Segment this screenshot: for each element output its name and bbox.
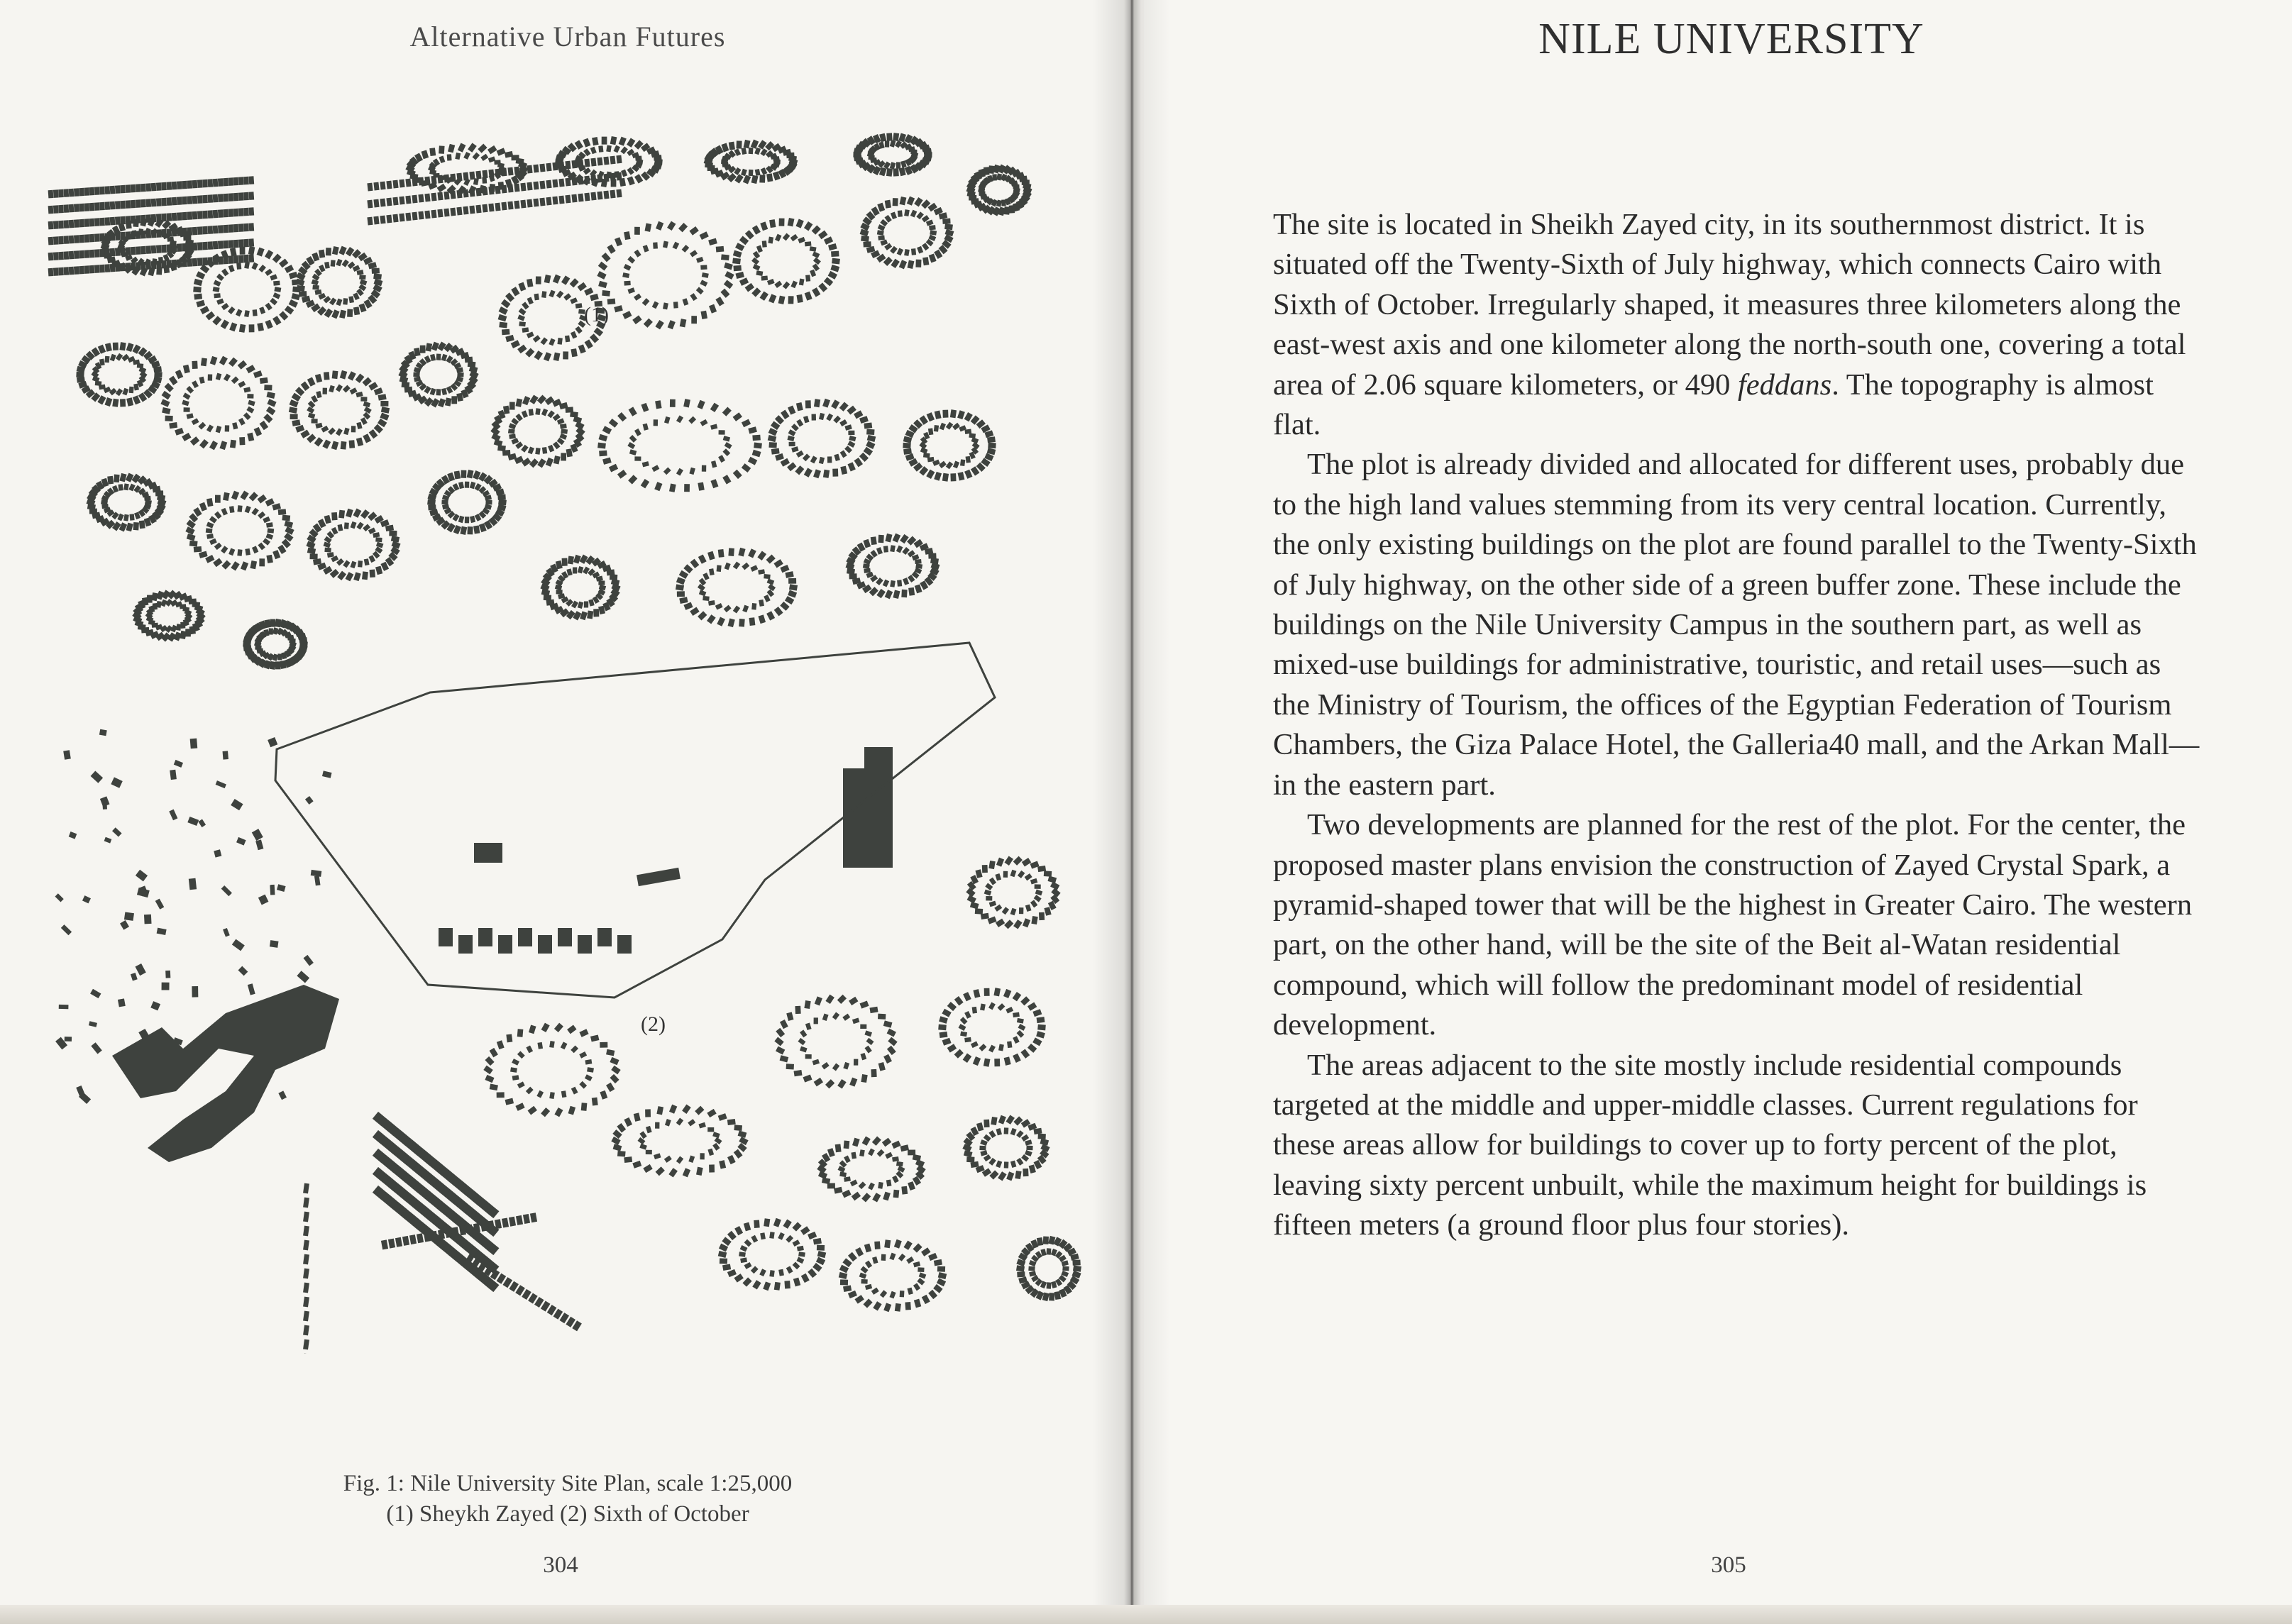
body-paragraph: Two developments are planned for the rest of the plot. For the center, the proposed master plans envision the construction of Zayed Crystal Spark, a pyramid-shaped tower that will be the highest in Greater Cairo. The western part, on the other hand, will be the site of the Beit al-Watan residential compound, which will follow the predominant model of residential development. (1273, 808, 2193, 1042)
book-gutter (1093, 0, 1171, 1624)
chapter-title: NILE UNIVERSITY (1538, 15, 1924, 63)
site-plan-map (41, 105, 1083, 1354)
page-bottom-edge (0, 1605, 2292, 1624)
page-number-right: 305 (1711, 1552, 1746, 1578)
caption-line-1: Fig. 1: Nile University Site Plan, scale 1:25,000 (343, 1471, 793, 1496)
running-head: Alternative Urban Futures (409, 21, 726, 53)
body-paragraph: The plot is already divided and allocated for different uses, probably due to the high land values stemming from its very central location. Currently, the only existing buildings on the plot are found parallel to the Twenty-Sixth of July highway, on the other side of a green buffer zone. These include the buildings on the Nile University Campus in the southern part, as well as mixed-use buildings for administrative, touristic, and retail uses—such as the Ministry of Tourism, the offices of the Egyptian Federation of Tourism Chambers, the Giza Palace Hotel, the Galleria40 mall, and the Arkan Mall—in the eastern part. (1273, 448, 2200, 802)
page-number-left: 304 (543, 1552, 578, 1578)
body-paragraph: The areas adjacent to the site mostly include residential compounds targeted at the middle and upper-middle classes. Current regulations for these areas allow for buildings to cover up to forty percent of the plot, leaving sixty percent unbuilt, while the maximum height for buildings is fifteen meters (a ground floor plus four stories). (1273, 1048, 2147, 1242)
map-label-2: (2) (641, 1012, 666, 1036)
left-page (0, 0, 1130, 1624)
figure-caption (213, 1469, 922, 1530)
caption-line-2: (1) Sheykh Zayed (2) Sixth of October (386, 1501, 749, 1527)
body-text (1273, 205, 2203, 1246)
map-label-1: (1) (584, 303, 609, 326)
body-paragraph: The site is located in Sheikh Zayed city, in its southernmost district. It is situated off the Twenty-Sixth of July highway, which connects Cairo with Sixth of October. Irregularly shaped, it measures three kilometers along the east-west axis and one kilometer along the north-south one, covering a total area of 2.06 square kilometers, or 490 feddans. The topography is almost flat. (1273, 208, 2186, 442)
